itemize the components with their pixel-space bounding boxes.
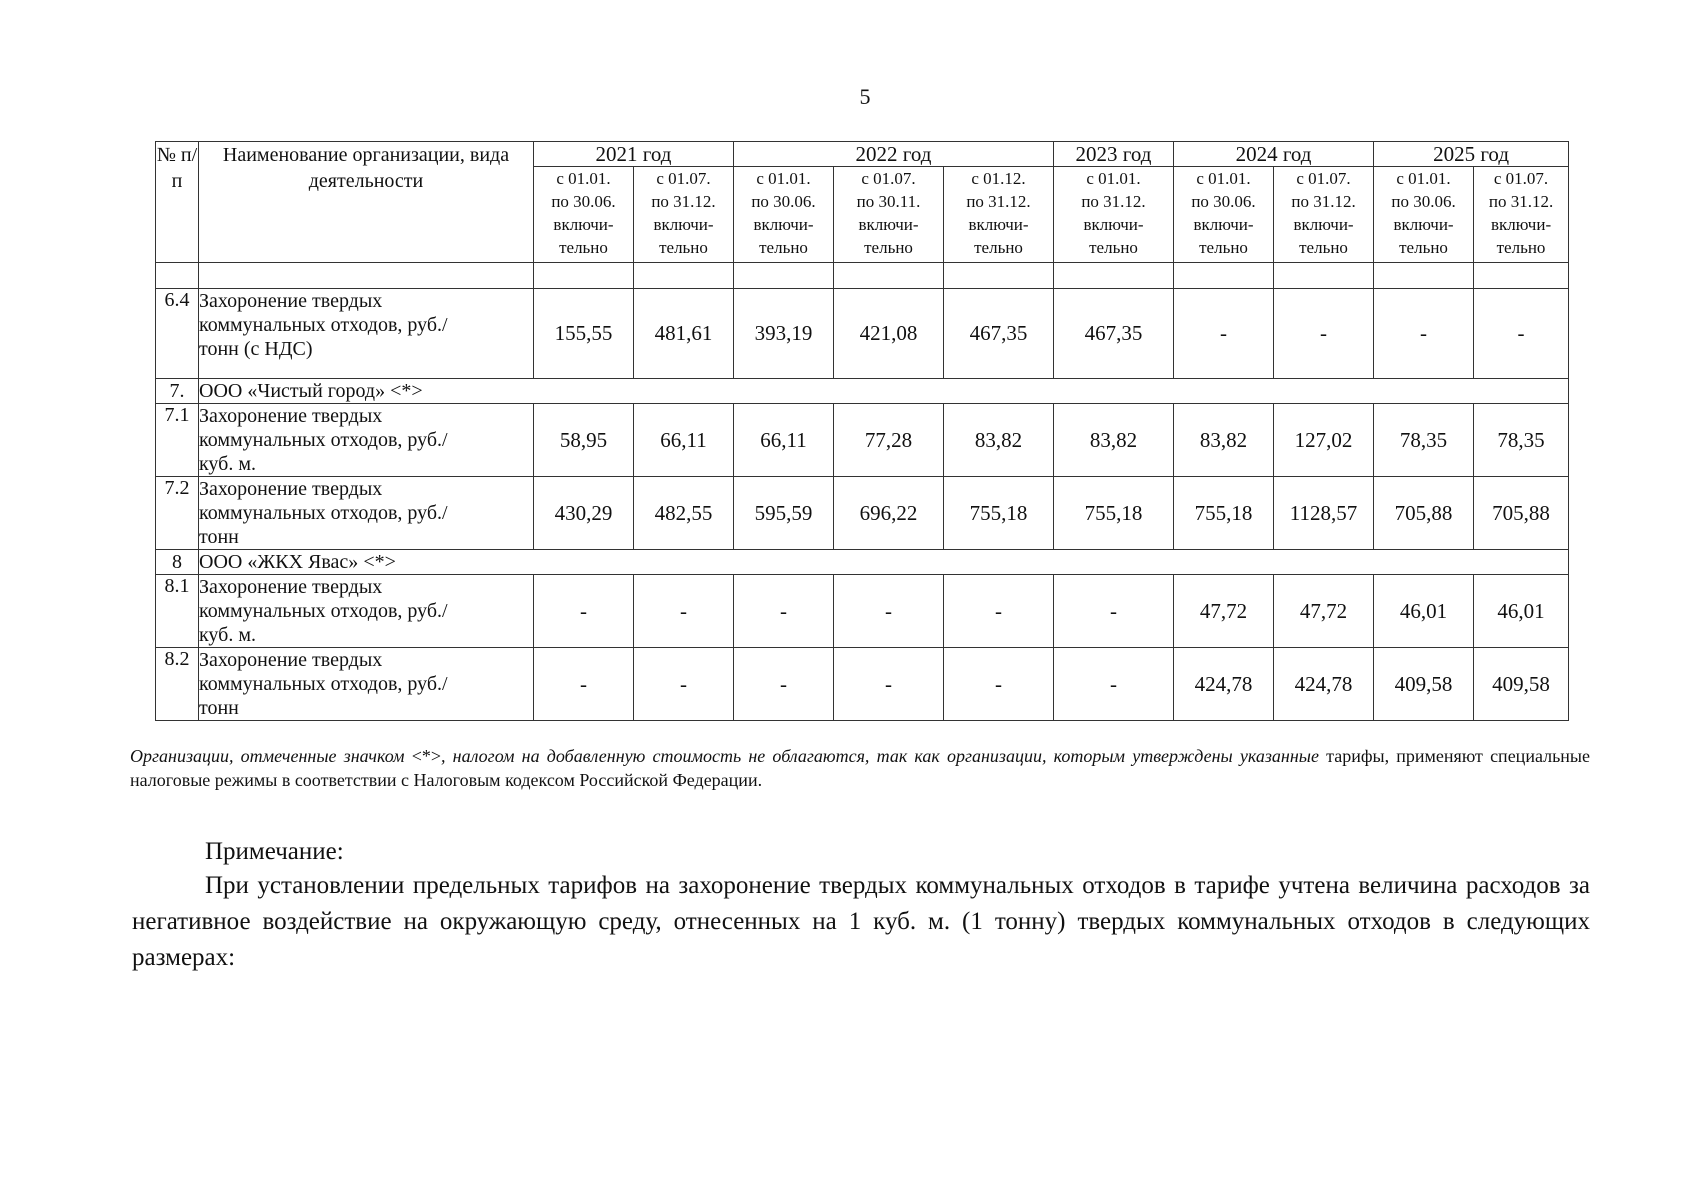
tariff-value: 393,19: [734, 289, 834, 379]
activity-name: [199, 477, 534, 550]
activity-name-line: куб. м.: [199, 453, 257, 475]
empty-cell: [534, 263, 634, 289]
tariff-value: 78,35: [1474, 404, 1569, 477]
tariff-value: 421,08: [834, 289, 944, 379]
header-number: № п/п: [156, 142, 199, 263]
table-row: [156, 477, 1569, 550]
tariff-table: [155, 141, 1569, 721]
footnote-italic: Организации, отмеченные значком: [130, 746, 412, 766]
tariff-value: -: [1174, 289, 1274, 379]
tariff-value: 755,18: [1054, 477, 1174, 550]
header-year-2023: 2023 год: [1054, 142, 1174, 167]
tariff-value: 409,58: [1474, 648, 1569, 721]
tariff-value: 482,55: [634, 477, 734, 550]
tariff-value: 424,78: [1274, 648, 1374, 721]
activity-name-line: тонн: [199, 697, 239, 719]
tariff-value: 467,35: [944, 289, 1054, 379]
tariff-value: -: [944, 648, 1054, 721]
header-period: [834, 167, 944, 263]
empty-cell: [1174, 263, 1274, 289]
activity-name-line: Захоронение твердых: [199, 478, 383, 500]
header-period: [1274, 167, 1374, 263]
tariff-value: 595,59: [734, 477, 834, 550]
empty-cell: [1054, 263, 1174, 289]
tariff-value: 430,29: [534, 477, 634, 550]
row-number: 6.4: [156, 289, 199, 379]
empty-cell: [156, 263, 199, 289]
activity-name-line: куб. м.: [199, 624, 257, 646]
vat-exempt-mark: <*>: [358, 551, 396, 573]
row-number: 7.2: [156, 477, 199, 550]
header-period-line: включи-: [1393, 215, 1454, 234]
tariff-value: 83,82: [944, 404, 1054, 477]
header-period-line: тельно: [559, 238, 608, 257]
tariff-value: 47,72: [1174, 575, 1274, 648]
tariff-value: 696,22: [834, 477, 944, 550]
header-period-line: с 01.01.: [1086, 169, 1141, 188]
header-period-line: по 30.06.: [1391, 192, 1456, 211]
tariff-value: 467,35: [1054, 289, 1174, 379]
header-period-line: с 01.01.: [556, 169, 611, 188]
header-period-line: включи-: [1490, 215, 1552, 234]
footnote-star: <*>: [411, 746, 441, 766]
header-period-line: включи-: [653, 215, 714, 234]
activity-name: [199, 404, 534, 477]
header-period-line: тельно: [659, 238, 708, 257]
empty-cell: [944, 263, 1054, 289]
header-period-line: по 30.11.: [856, 192, 921, 211]
note-body: При установлении предельных тарифов на захоронение твердых коммунальных отходов в тарифе учтена величина расходов за негативное воздействие на окружающую среду, отнесенных на 1 куб. м. (1 тонну) твердых коммунальных отходов в следующих размерах:: [132, 872, 1590, 971]
empty-cell: [834, 263, 944, 289]
tariff-value: -: [834, 648, 944, 721]
tariff-value: -: [1474, 289, 1569, 379]
page-number: 5: [859, 84, 871, 109]
row-number: 7.1: [156, 404, 199, 477]
activity-name: [199, 648, 534, 721]
header-period: [1474, 167, 1569, 263]
header-period-line: тельно: [864, 238, 913, 257]
header-period-line: с 01.01.: [1196, 169, 1251, 188]
header-period-line: по 31.12.: [1291, 192, 1356, 211]
tariff-value: 77,28: [834, 404, 944, 477]
tariff-value: 705,88: [1474, 477, 1569, 550]
spacer-row: [156, 263, 1569, 289]
tariff-value: 83,82: [1174, 404, 1274, 477]
row-number: 7.: [156, 379, 199, 404]
header-period: [1054, 167, 1174, 263]
tariff-value: 481,61: [634, 289, 734, 379]
tariff-value: 58,95: [534, 404, 634, 477]
header-period-line: с 01.01.: [756, 169, 811, 188]
tariff-value: -: [834, 575, 944, 648]
row-number: 8.2: [156, 648, 199, 721]
tariff-value: 755,18: [944, 477, 1054, 550]
header-year-2024: 2024 год: [1174, 142, 1374, 167]
activity-name: [199, 575, 534, 648]
table-row: [156, 575, 1569, 648]
header-year-2021: 2021 год: [534, 142, 734, 167]
header-period-line: по 30.06.: [551, 192, 616, 211]
header-period-line: включи-: [968, 215, 1029, 234]
table-body: [156, 263, 1569, 721]
header-period-line: включи-: [858, 215, 919, 234]
tariff-value: 78,35: [1374, 404, 1474, 477]
header-period-line: включи-: [753, 215, 814, 234]
header-name: Наименование организации, вида деятельности: [199, 142, 534, 263]
tariff-value: -: [1274, 289, 1374, 379]
vat-exempt-mark: <*>: [385, 380, 423, 402]
empty-cell: [634, 263, 734, 289]
header-year-2025: 2025 год: [1374, 142, 1569, 167]
header-period-line: тельно: [974, 238, 1023, 257]
header-period-line: с 01.12.: [971, 169, 1026, 188]
note-title: Примечание:: [205, 838, 344, 865]
footnote: [130, 744, 1590, 792]
activity-name-line: коммунальных отходов, руб./: [199, 429, 448, 451]
empty-cell: [1374, 263, 1474, 289]
empty-cell: [1474, 263, 1569, 289]
activity-name-line: тонн (с НДС): [199, 338, 313, 360]
tariff-value: 66,11: [634, 404, 734, 477]
header-period-line: тельно: [1199, 238, 1248, 257]
header-period: [1174, 167, 1274, 263]
tariff-value: 409,58: [1374, 648, 1474, 721]
empty-cell: [199, 263, 534, 289]
tariff-value: -: [734, 575, 834, 648]
table-row: [156, 648, 1569, 721]
tariff-value: -: [534, 575, 634, 648]
header-period-line: с 01.07.: [1493, 169, 1549, 188]
empty-cell: [1274, 263, 1374, 289]
header-period-line: включи-: [553, 215, 614, 234]
table-row: [156, 404, 1569, 477]
activity-name-line: коммунальных отходов, руб./: [199, 502, 448, 524]
tariff-value: 755,18: [1174, 477, 1274, 550]
tariff-value: -: [734, 648, 834, 721]
organization-row: [156, 550, 1569, 575]
tariff-value: -: [1054, 575, 1174, 648]
header-period-line: по 31.12.: [1488, 192, 1554, 211]
header-period-line: с 01.01.: [1396, 169, 1451, 188]
header-period-line: по 30.06.: [751, 192, 816, 211]
activity-name-line: Захоронение твердых: [199, 649, 383, 671]
activity-name: [199, 289, 534, 379]
row-number: 8: [156, 550, 199, 575]
table-row: [156, 289, 1569, 379]
header-period-line: тельно: [1496, 238, 1546, 257]
header-period-line: с 01.07.: [861, 169, 916, 188]
header-period: [634, 167, 734, 263]
header-period-line: тельно: [1299, 238, 1348, 257]
activity-name-line: Захоронение твердых: [199, 290, 383, 312]
tariff-value: 155,55: [534, 289, 634, 379]
header-period-line: тельно: [1399, 238, 1448, 257]
tariff-value: 424,78: [1174, 648, 1274, 721]
organization-name: [199, 550, 1569, 575]
tariff-value: 1128,57: [1274, 477, 1374, 550]
empty-cell: [734, 263, 834, 289]
header-period-line: по 30.06.: [1191, 192, 1256, 211]
header-period-line: включи-: [1083, 215, 1144, 234]
header-row-years: [156, 142, 1569, 167]
activity-name-line: Захоронение твердых: [199, 405, 383, 427]
tariff-value: 47,72: [1274, 575, 1374, 648]
tariff-value: -: [944, 575, 1054, 648]
header-period-line: по 31.12.: [966, 192, 1031, 211]
header-period-line: с 01.07.: [1296, 169, 1351, 188]
organization-name: [199, 379, 1569, 404]
footnote-rest: тарифы, применяют специальные налоговые режимы в соответствии с Налоговым кодексом Российской Федерации.: [130, 746, 1591, 790]
tariff-value: 46,01: [1374, 575, 1474, 648]
header-period-line: с 01.07.: [656, 169, 711, 188]
activity-name-line: коммунальных отходов, руб./: [199, 600, 448, 622]
activity-name-line: коммунальных отходов, руб./: [199, 673, 448, 695]
tariff-value: -: [1374, 289, 1474, 379]
tariff-value: 83,82: [1054, 404, 1174, 477]
tariff-value: -: [534, 648, 634, 721]
tariff-value: 705,88: [1374, 477, 1474, 550]
row-number: 8.1: [156, 575, 199, 648]
tariff-value: -: [634, 575, 734, 648]
organization-row: [156, 379, 1569, 404]
activity-name-line: тонн: [199, 526, 239, 548]
tariff-value: 127,02: [1274, 404, 1374, 477]
header-period-line: по 31.12.: [1081, 192, 1146, 211]
organization-title: ООО «Чистый город»: [199, 380, 386, 402]
header-period: [944, 167, 1054, 263]
tariff-value: 66,11: [734, 404, 834, 477]
activity-name-line: коммунальных отходов, руб./: [199, 314, 448, 336]
header-year-2022: 2022 год: [734, 142, 1054, 167]
header-period-line: тельно: [1089, 238, 1138, 257]
header-period: [734, 167, 834, 263]
tariff-value: 46,01: [1474, 575, 1569, 648]
header-period: [534, 167, 634, 263]
header-period-line: включи-: [1293, 215, 1354, 234]
activity-name-line: Захоронение твердых: [199, 576, 383, 598]
footnote-italic-rest: , налогом на добавленную стоимость не облагаются, так как организации, которым утверждены указанные: [441, 746, 1319, 766]
tariff-value: -: [634, 648, 734, 721]
header-period-line: по 31.12.: [651, 192, 716, 211]
header-period-line: включи-: [1193, 215, 1254, 234]
header-period-line: тельно: [759, 238, 808, 257]
organization-title: ООО «ЖКХ Явас»: [199, 551, 359, 573]
header-period: [1374, 167, 1474, 263]
tariff-value: -: [1054, 648, 1174, 721]
